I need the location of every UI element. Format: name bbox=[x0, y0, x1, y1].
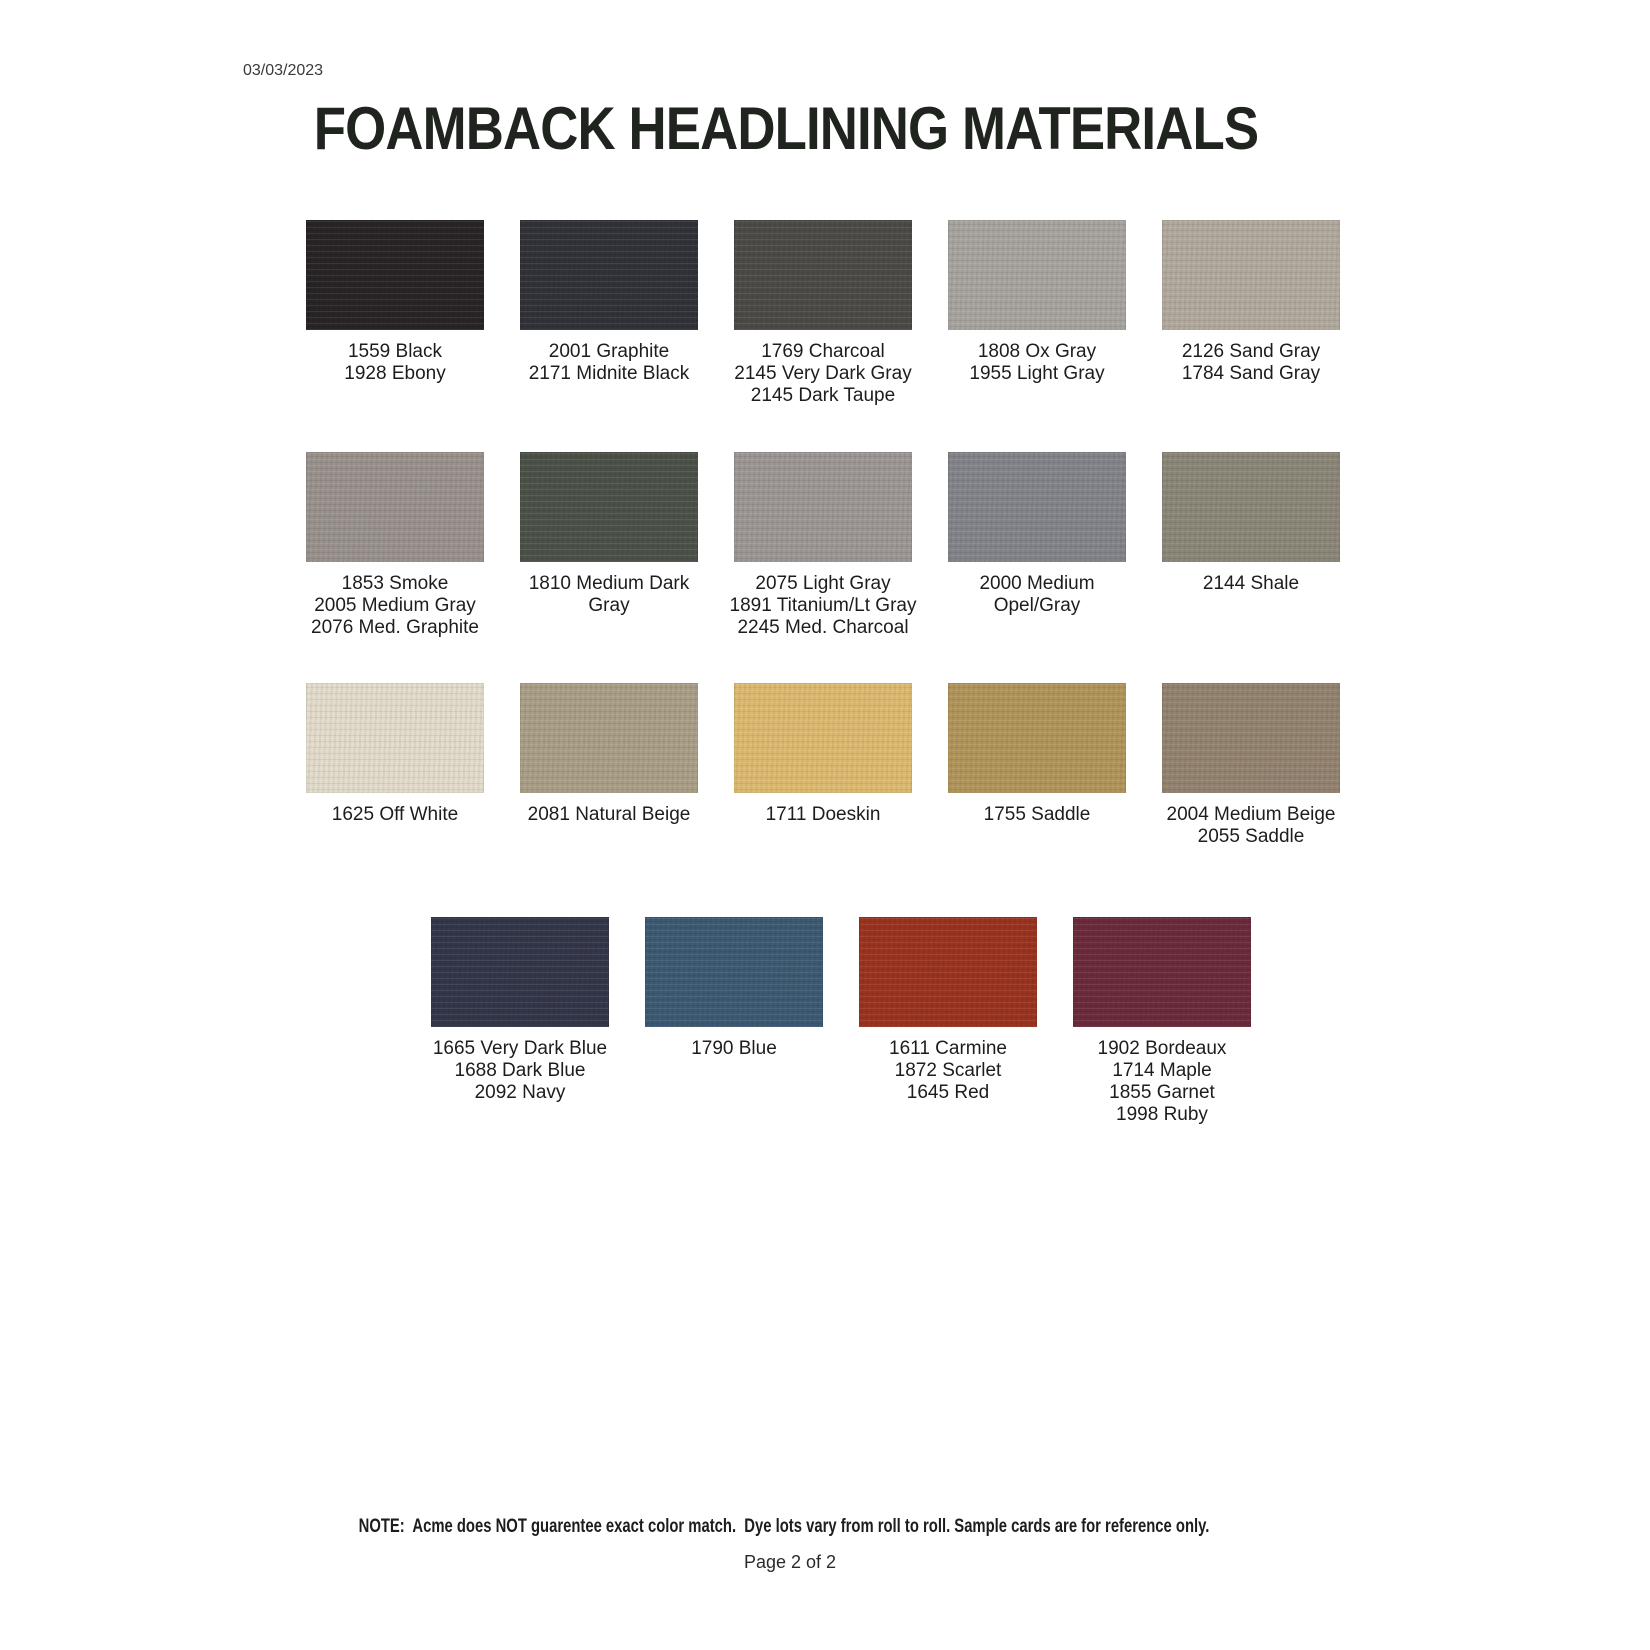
swatch-label: 2001 Graphite 2171 Midnite Black bbox=[528, 341, 690, 384]
swatch-label: 2004 Medium Beige 2055 Saddle bbox=[1166, 804, 1336, 847]
swatch-cell bbox=[930, 683, 1144, 848]
swatch-cell bbox=[716, 220, 930, 407]
swatch-label: 1769 Charcoal 2145 Very Dark Gray 2145 Dark Taupe bbox=[734, 341, 912, 406]
swatch-row-2 bbox=[288, 452, 1358, 639]
swatch-label: 1808 Ox Gray 1955 Light Gray bbox=[969, 341, 1105, 384]
swatch-cell bbox=[1055, 917, 1269, 1126]
fabric-swatch bbox=[859, 917, 1037, 1027]
swatch-label: 1711 Doeskin bbox=[765, 804, 881, 825]
swatch-label: 2000 Medium Opel/Gray bbox=[979, 573, 1095, 616]
swatch-cell bbox=[841, 917, 1055, 1126]
fabric-swatch bbox=[1162, 220, 1340, 330]
swatch-cell bbox=[502, 683, 716, 848]
swatch-label: 1755 Saddle bbox=[983, 804, 1091, 825]
swatch-label: 2075 Light Gray 1891 Titanium/Lt Gray 2245 Med. Charcoal bbox=[729, 573, 917, 638]
note-text: NOTE: Acme does NOT guarentee exact color match. Dye lots vary from roll to roll. Sample cards are for reference only. bbox=[358, 1516, 1210, 1537]
swatch-cell bbox=[716, 452, 930, 639]
swatch-label: 1665 Very Dark Blue 1688 Dark Blue 2092 Navy bbox=[432, 1038, 608, 1103]
fabric-swatch bbox=[734, 452, 912, 562]
fabric-swatch bbox=[520, 220, 698, 330]
swatch-cell bbox=[288, 452, 502, 639]
swatch-cell bbox=[627, 917, 841, 1126]
fabric-swatch bbox=[431, 917, 609, 1027]
swatch-cell bbox=[288, 220, 502, 407]
fabric-swatch bbox=[948, 683, 1126, 793]
swatch-cell bbox=[413, 917, 627, 1126]
swatch-label: 1559 Black 1928 Ebony bbox=[344, 341, 446, 384]
swatch-cell bbox=[502, 220, 716, 407]
fabric-swatch bbox=[734, 683, 912, 793]
swatch-row-4 bbox=[413, 917, 1269, 1126]
fabric-swatch bbox=[948, 452, 1126, 562]
date-stamp: 03/03/2023 bbox=[243, 62, 324, 79]
fabric-swatch bbox=[306, 683, 484, 793]
fabric-swatch bbox=[1073, 917, 1251, 1027]
swatch-cell bbox=[502, 452, 716, 639]
fabric-swatch bbox=[520, 683, 698, 793]
fabric-swatch bbox=[645, 917, 823, 1027]
swatch-label: 1790 Blue bbox=[691, 1038, 777, 1059]
swatch-cell bbox=[288, 683, 502, 848]
swatch-label: 1625 Off White bbox=[331, 804, 459, 825]
fabric-swatch bbox=[306, 452, 484, 562]
page-title: FOAMBACK HEADLINING MATERIALS bbox=[313, 95, 1259, 162]
swatch-label: 1810 Medium Dark Gray bbox=[528, 573, 690, 616]
fabric-swatch bbox=[306, 220, 484, 330]
swatch-cell bbox=[1144, 683, 1358, 848]
swatch-label: 2144 Shale bbox=[1202, 573, 1300, 594]
swatch-label: 1611 Carmine 1872 Scarlet 1645 Red bbox=[889, 1038, 1007, 1103]
fabric-swatch bbox=[948, 220, 1126, 330]
fabric-swatch bbox=[1162, 683, 1340, 793]
swatch-cell bbox=[930, 220, 1144, 407]
page-number: Page 2 of 2 bbox=[743, 1552, 837, 1572]
swatch-row-3 bbox=[288, 683, 1358, 848]
swatch-label: 1853 Smoke 2005 Medium Gray 2076 Med. Graphite bbox=[311, 573, 479, 638]
fabric-swatch bbox=[520, 452, 698, 562]
swatch-row-1 bbox=[288, 220, 1358, 407]
swatch-cell bbox=[1144, 452, 1358, 639]
fabric-swatch bbox=[1162, 452, 1340, 562]
fabric-swatch bbox=[734, 220, 912, 330]
swatch-cell bbox=[716, 683, 930, 848]
swatch-cell bbox=[1144, 220, 1358, 407]
swatch-cell bbox=[930, 452, 1144, 639]
swatch-label: 2126 Sand Gray 1784 Sand Gray bbox=[1181, 341, 1321, 384]
swatch-label: 2081 Natural Beige bbox=[527, 804, 691, 825]
swatch-label: 1902 Bordeaux 1714 Maple 1855 Garnet 1998 Ruby bbox=[1097, 1038, 1227, 1125]
